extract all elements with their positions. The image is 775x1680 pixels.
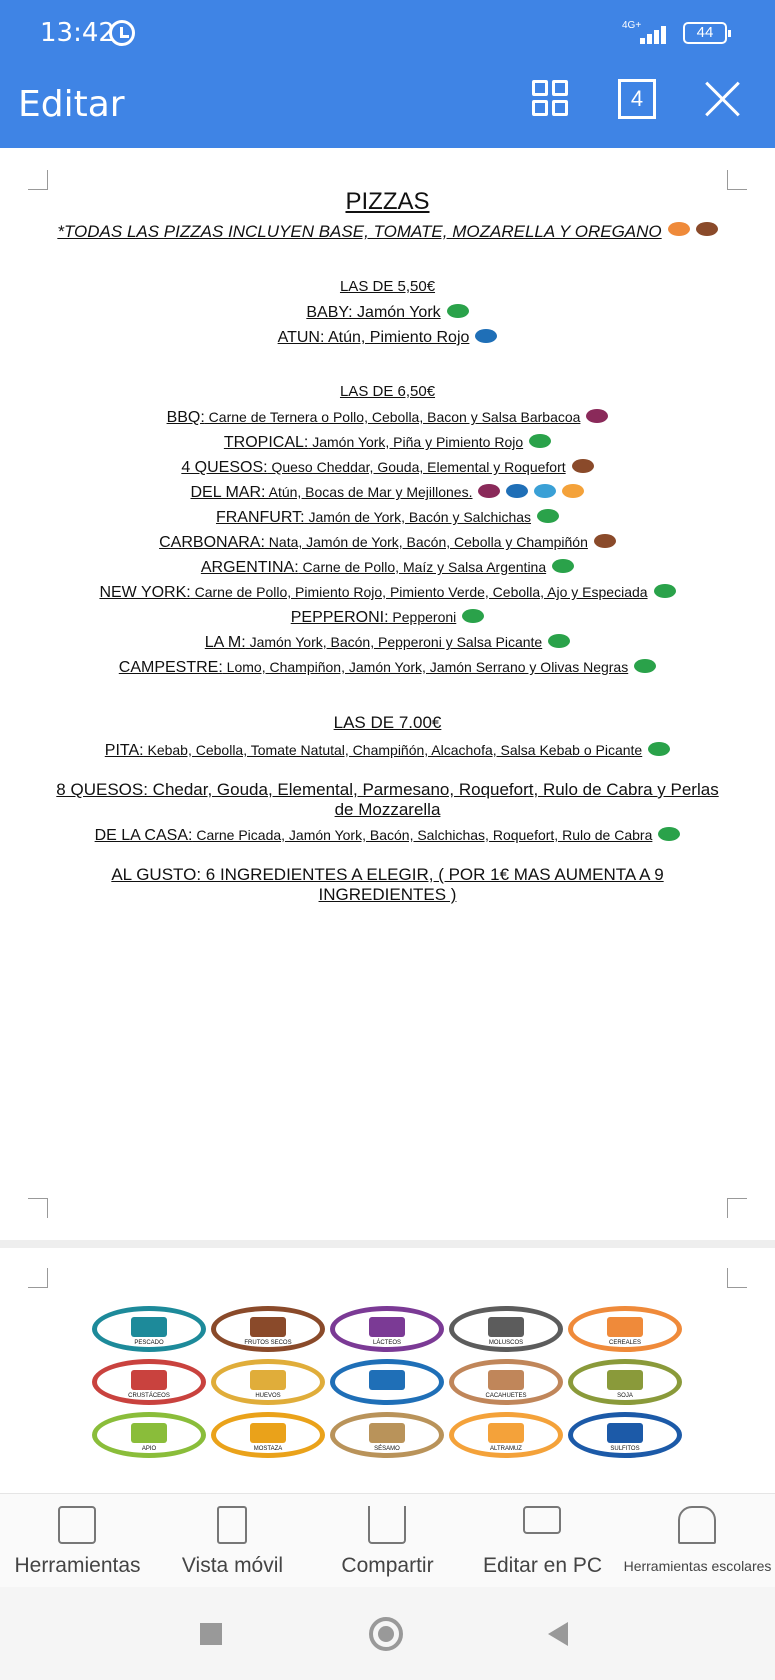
battery-icon: 44	[683, 22, 727, 44]
allergen-label: PESCADO	[134, 1340, 164, 1346]
page-corner-mark	[727, 1198, 747, 1218]
allergen-icon	[250, 1370, 286, 1390]
allergen-badge	[568, 1412, 682, 1458]
allergen-label: MOLUSCOS	[488, 1340, 524, 1346]
system-nav-bar	[0, 1587, 775, 1680]
document-page	[0, 1248, 775, 1493]
grid-tools-icon	[58, 1506, 96, 1544]
allergen-label: SOJA	[617, 1393, 633, 1399]
allergen-label: SULFITOS	[610, 1446, 640, 1452]
page-corner-mark	[28, 1198, 48, 1218]
status-time: 13:42	[40, 18, 115, 48]
allergen-badge	[449, 1306, 563, 1352]
page-separator	[0, 1240, 775, 1248]
allergen-badge	[568, 1359, 682, 1405]
allergen-icon	[607, 1370, 643, 1390]
allergen-label: HUEVOS	[255, 1393, 281, 1399]
menu-item: 4 QUESOS: Queso Cheddar, Gouda, Elemental y Roquefort	[0, 459, 775, 477]
allergen-label: CACAHUETES	[485, 1393, 527, 1399]
page-corner-mark	[28, 170, 48, 190]
monitor-icon	[523, 1506, 561, 1534]
share-icon	[368, 1506, 406, 1544]
allergen-icon	[131, 1317, 167, 1337]
tool-label: Herramientas	[14, 1554, 141, 1577]
page-corner-mark	[727, 1268, 747, 1288]
menu-subtitle: *TODAS LAS PIZZAS INCLUYEN BASE, TOMATE, MOZARELLA Y OREGANO	[0, 222, 775, 242]
allergen-badge	[449, 1359, 563, 1405]
edit-on-pc-button[interactable]	[465, 1494, 620, 1588]
allergen-icon	[131, 1423, 167, 1443]
allergen-icon	[607, 1317, 643, 1337]
allergen-label: CRUSTÁCEOS	[128, 1393, 170, 1399]
back-icon[interactable]	[548, 1622, 568, 1646]
menu-item: ATUN: Atún, Pimiento Rojo	[0, 329, 775, 347]
school-tools-button[interactable]	[620, 1494, 775, 1588]
allergen-icon	[488, 1317, 524, 1337]
allergen-badge	[211, 1359, 325, 1405]
allergen-icon	[131, 1370, 167, 1390]
menu-item: CARBONARA: Nata, Jamón de York, Bacón, Cebolla y Champiñón	[0, 534, 775, 552]
allergen-label: APIO	[141, 1446, 157, 1452]
price-heading: LAS DE 5,50€	[339, 278, 436, 295]
allergen-badge	[92, 1412, 206, 1458]
menu-item: NEW YORK: Carne de Pollo, Pimiento Rojo, Pimiento Verde, Cebolla, Ajo y Especiada	[0, 584, 775, 602]
recent-apps-icon[interactable]	[200, 1623, 222, 1645]
school-icon	[678, 1506, 716, 1544]
allergen-badge	[330, 1359, 444, 1405]
tools-button[interactable]	[0, 1494, 155, 1588]
page-count-button[interactable]: 4	[618, 79, 656, 119]
tool-label: Herramientas escolares	[623, 1558, 772, 1574]
allergen-badge	[568, 1306, 682, 1352]
menu-item: TROPICAL: Jamón York, Piña y Pimiento Rojo	[0, 434, 775, 452]
allergen-icon	[488, 1423, 524, 1443]
network-label: 4G+	[622, 20, 642, 31]
menu-item: DE LA CASA: Carne Picada, Jamón York, Bacón, Salchichas, Roquefort, Rulo de Cabra	[0, 827, 775, 845]
allergen-badge	[330, 1306, 444, 1352]
allergen-icon	[369, 1317, 405, 1337]
menu-item: 8 QUESOS: Chedar, Gouda, Elemental, Parmesano, Roquefort, Rulo de Cabra y Perlas de Mozzarella	[56, 780, 719, 819]
page-corner-mark	[28, 1268, 48, 1288]
allergen-icon	[607, 1423, 643, 1443]
allergen-icon	[369, 1370, 405, 1390]
document-area[interactable]	[0, 148, 775, 1493]
menu-note: AL GUSTO: 6 INGREDIENTES A ELEGIR, ( POR 1€ MAS AUMENTA A 9 INGREDIENTES )	[111, 865, 664, 904]
menu-item: PEPPERONI: Pepperoni	[0, 609, 775, 627]
mobile-view-button[interactable]	[155, 1494, 310, 1588]
allergen-icon	[250, 1423, 286, 1443]
price-heading: LAS DE 7.00€	[333, 713, 442, 732]
allergen-badge	[211, 1412, 325, 1458]
alarm-icon	[109, 20, 135, 46]
menu-item: BABY: Jamón York	[0, 304, 775, 322]
menu-item: CAMPESTRE: Lomo, Champiñon, Jamón York, Jamón Serrano y Olivas Negras	[0, 659, 775, 677]
allergen-label: FRUTOS SECOS	[244, 1340, 292, 1346]
editor-toolbar	[0, 68, 775, 148]
menu-item: LA M: Jamón York, Bacón, Pepperoni y Salsa Picante	[0, 634, 775, 652]
home-icon[interactable]	[369, 1617, 403, 1651]
menu-item: BBQ: Carne de Ternera o Pollo, Cebolla, Bacon y Salsa Barbacoa	[0, 409, 775, 427]
allergen-icon	[488, 1370, 524, 1390]
tool-label: Vista móvil	[181, 1554, 284, 1577]
close-icon[interactable]	[704, 80, 742, 118]
share-button[interactable]	[310, 1494, 465, 1588]
mobile-view-icon	[217, 1506, 247, 1544]
page-corner-mark	[727, 170, 747, 190]
bottom-toolbar	[0, 1493, 775, 1587]
allergen-badge	[92, 1359, 206, 1405]
status-bar	[0, 0, 775, 68]
allergen-badge	[92, 1306, 206, 1352]
signal-icon	[640, 22, 670, 44]
document-page	[0, 148, 775, 1240]
allergen-label: ALTRAMUZ	[490, 1446, 522, 1452]
menu-item: DEL MAR: Atún, Bocas de Mar y Mejillones.	[0, 484, 775, 502]
tool-label: Editar en PC	[482, 1554, 603, 1577]
menu-item: PITA: Kebab, Cebolla, Tomate Natutal, Champiñón, Alcachofa, Salsa Kebab o Picante	[0, 742, 775, 760]
allergen-label: LÁCTEOS	[372, 1340, 401, 1346]
allergen-label: MOSTAZA	[253, 1446, 283, 1452]
allergen-badge	[330, 1412, 444, 1458]
menu-title: PIZZAS	[345, 188, 430, 215]
pizza-menu	[0, 188, 775, 912]
menu-item: ARGENTINA: Carne de Pollo, Maíz y Salsa Argentina	[0, 559, 775, 577]
price-heading: LAS DE 6,50€	[339, 383, 436, 400]
tool-label: Compartir	[341, 1554, 434, 1577]
toolbar-title: Editar	[18, 84, 125, 125]
allergen-label: CEREALES	[608, 1340, 641, 1346]
allergen-icon	[250, 1317, 286, 1337]
allergen-icon	[369, 1423, 405, 1443]
allergen-badge	[211, 1306, 325, 1352]
menu-item: FRANFURT: Jamón de York, Bacón y Salchichas	[0, 509, 775, 527]
allergen-badge	[449, 1412, 563, 1458]
grid-view-icon[interactable]	[532, 80, 570, 118]
allergen-label: SÉSAMO	[374, 1446, 400, 1452]
